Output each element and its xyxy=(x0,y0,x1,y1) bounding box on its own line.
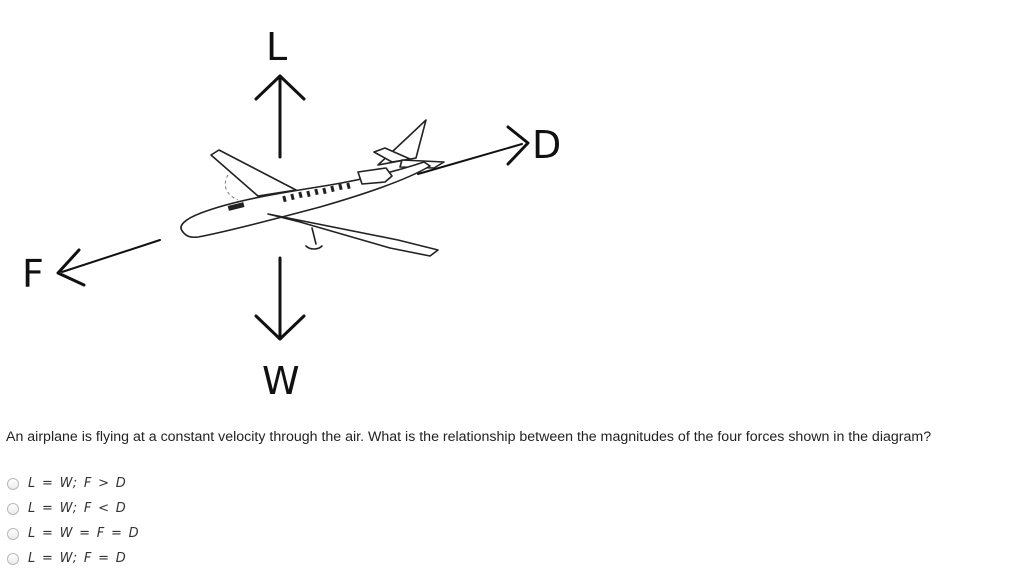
weight-arrow xyxy=(256,258,304,339)
thrust-arrow xyxy=(58,240,160,285)
weight-label: W xyxy=(262,359,300,403)
radio-button-icon[interactable] xyxy=(7,528,19,540)
airplane-illustration xyxy=(181,120,444,256)
drag-label: D xyxy=(532,123,562,167)
answer-option-4[interactable] xyxy=(7,546,139,571)
answer-option-3[interactable] xyxy=(7,521,139,546)
lift-arrow xyxy=(256,76,304,157)
thrust-label: F xyxy=(22,252,44,296)
answer-option-2[interactable] xyxy=(7,496,139,521)
answer-option-label[interactable]: L = W; F < D xyxy=(28,501,127,516)
answer-option-label[interactable]: L = W; F = D xyxy=(28,551,127,566)
radio-button-icon[interactable] xyxy=(7,478,19,490)
question-text: An airplane is flying at a constant velocity through the air. What is the relationship between the magnitudes of the four forces shown in the diagram? xyxy=(6,429,932,445)
answer-option-label[interactable]: L = W = F = D xyxy=(28,526,139,541)
lift-label: L xyxy=(266,25,288,69)
radio-button-icon[interactable] xyxy=(7,553,19,565)
motion-hint-arc xyxy=(225,175,238,200)
radio-button-icon[interactable] xyxy=(7,503,19,515)
answer-option-1[interactable] xyxy=(7,471,139,496)
answer-option-label[interactable]: L = W; F > D xyxy=(28,476,127,491)
answer-options xyxy=(7,471,139,571)
